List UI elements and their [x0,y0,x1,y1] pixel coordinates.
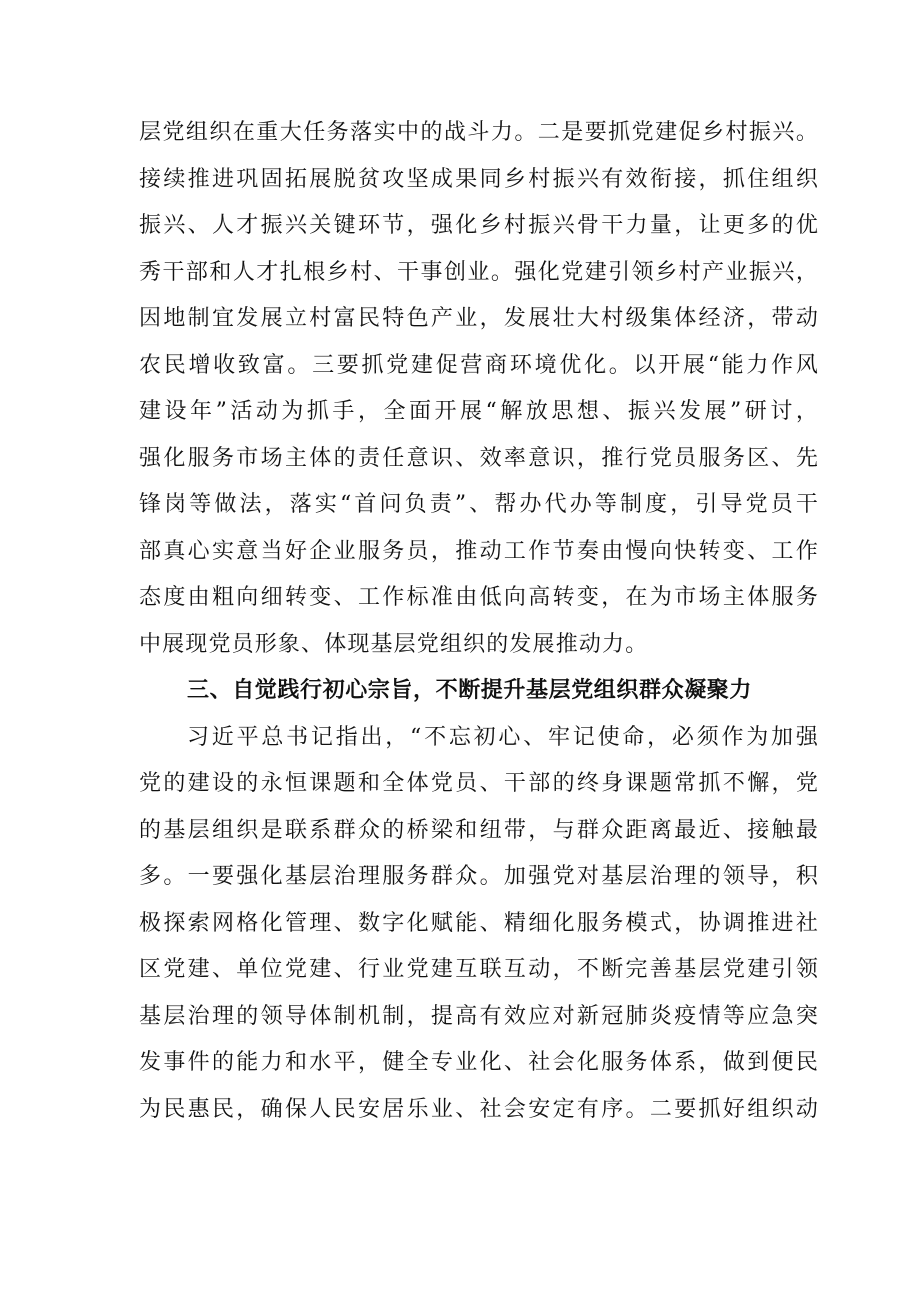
paragraph-line: 习近平总书记指出，“不忘初心、牢记使命，必须作为加强 [187,724,819,750]
paragraph-line: 秀干部和人才扎根乡村、干事创业。强化党建引领乡村产业振兴， [139,259,819,285]
paragraph-line: 部真心实意当好企业服务员，推动工作节奏由慢向快转变、工作 [139,538,819,564]
paragraph-line: 发事件的能力和水平，健全专业化、社会化服务体系，做到便民 [139,1050,819,1075]
paragraph-line: 区党建、单位党建、行业党建互联互动，不断完善基层党建引领 [139,957,819,982]
paragraph-line: 强化服务市场主体的责任意识、效率意识，推行党员服务区、先 [139,445,819,471]
paragraph-line: 极探索网格化管理、数字化赋能、精细化服务模式，协调推进社 [139,910,819,936]
paragraph-line: 基层治理的领导体制机制，提高有效应对新冠肺炎疫情等应急突 [139,1003,819,1029]
paragraph-line: 党的建设的永恒课题和全体党员、干部的终身课题常抓不懈，党 [139,771,819,796]
paragraph-line: 振兴、人才振兴关键环节，强化乡村振兴骨干力量，让更多的优 [139,213,819,238]
paragraph-line: 接续推进巩固拓展脱贫攻坚成果同乡村振兴有效衔接，抓住组织 [139,166,819,192]
paragraph-line: 因地制宜发展立村富民特色产业，发展壮大村级集体经济，带动 [139,306,819,331]
paragraph-line: 中展现党员形象、体现基层党组织的发展推动力。 [139,631,649,657]
paragraph-line: 为民惠民，确保人民安居乐业、社会安定有序。二要抓好组织动 [139,1096,819,1122]
document-body [139,110,819,1133]
paragraph-line: 层党组织在重大任务落实中的战斗力。二是要抓党建促乡村振兴。 [139,120,819,145]
paragraph-line: 态度由粗向细转变、工作标准由低向高转变，在为市场主体服务 [139,585,819,610]
section-heading: 三、自觉践行初心宗旨，不断提升基层党组织群众凝聚力 [187,678,753,703]
paragraph-line: 锋岗等做法，落实“首问负责”、帮办代办等制度，引导党员干 [139,492,819,517]
paragraph-line: 多。一要强化基层治理服务群众。加强党对基层治理的领导，积 [139,864,819,889]
paragraph-line: 农民增收致富。三要抓党建促营商环境优化。以开展“能力作风 [139,352,819,378]
paragraph-line: 的基层组织是联系群众的桥梁和纽带，与群众距离最近、接触最 [139,817,819,843]
paragraph-line: 建设年”活动为抓手，全面开展“解放思想、振兴发展”研讨， [139,399,819,424]
